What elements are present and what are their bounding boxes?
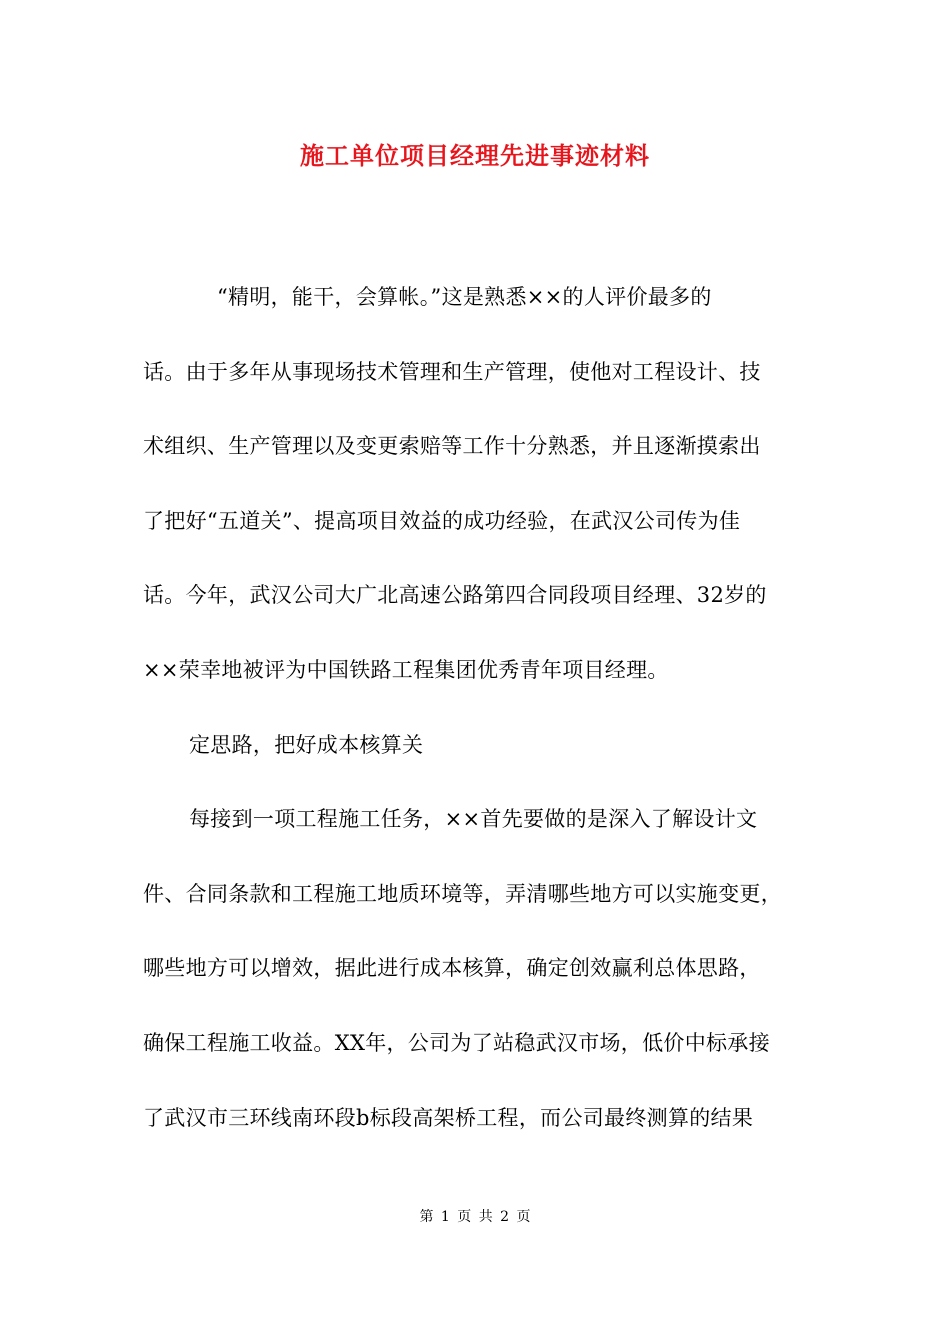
section-heading: 定思路，把好成本核算关 xyxy=(189,732,424,757)
document-title: 施工单位项目经理先进事迹材料 xyxy=(300,141,650,170)
body-line-9: 件、合同条款和工程施工地质环境等，弄清哪些地方可以实施变更， xyxy=(143,881,782,906)
body-line-10: 哪些地方可以增效，据此进行成本核算，确定创效赢利总体思路， xyxy=(143,956,761,981)
body-line-4: 了把好“五道关”、提高项目效益的成功经验，在武汉公司传为佳 xyxy=(143,508,741,533)
body-line-6: ××荣幸地被评为中国铁路工程集团优秀青年项目经理。 xyxy=(143,657,669,682)
body-line-3: 术组织、生产管理以及变更索赔等工作十分熟悉，并且逐渐摸索出 xyxy=(143,434,761,459)
body-line-2: 话。由于多年从事现场技术管理和生产管理，使他对工程设计、技 xyxy=(143,359,761,384)
body-line-8: 每接到一项工程施工任务，××首先要做的是深入了解设计文 xyxy=(189,807,758,832)
document-body xyxy=(143,277,811,1172)
body-line-5: 话。今年，武汉公司大广北高速公路第四合同段项目经理、32岁的 xyxy=(143,583,767,608)
body-line-1: “精明，能干，会算帐。”这是熟悉××的人评价最多的 xyxy=(217,285,712,309)
body-line-11: 确保工程施工收益。XX年，公司为了站稳武汉市场，低价中标承接 xyxy=(143,1030,770,1055)
page-footer: 第 1 页 共 2 页 xyxy=(419,1209,531,1225)
body-line-12: 了武汉市三环线南环段b标段高架桥工程，而公司最终测算的结果 xyxy=(143,1105,754,1130)
